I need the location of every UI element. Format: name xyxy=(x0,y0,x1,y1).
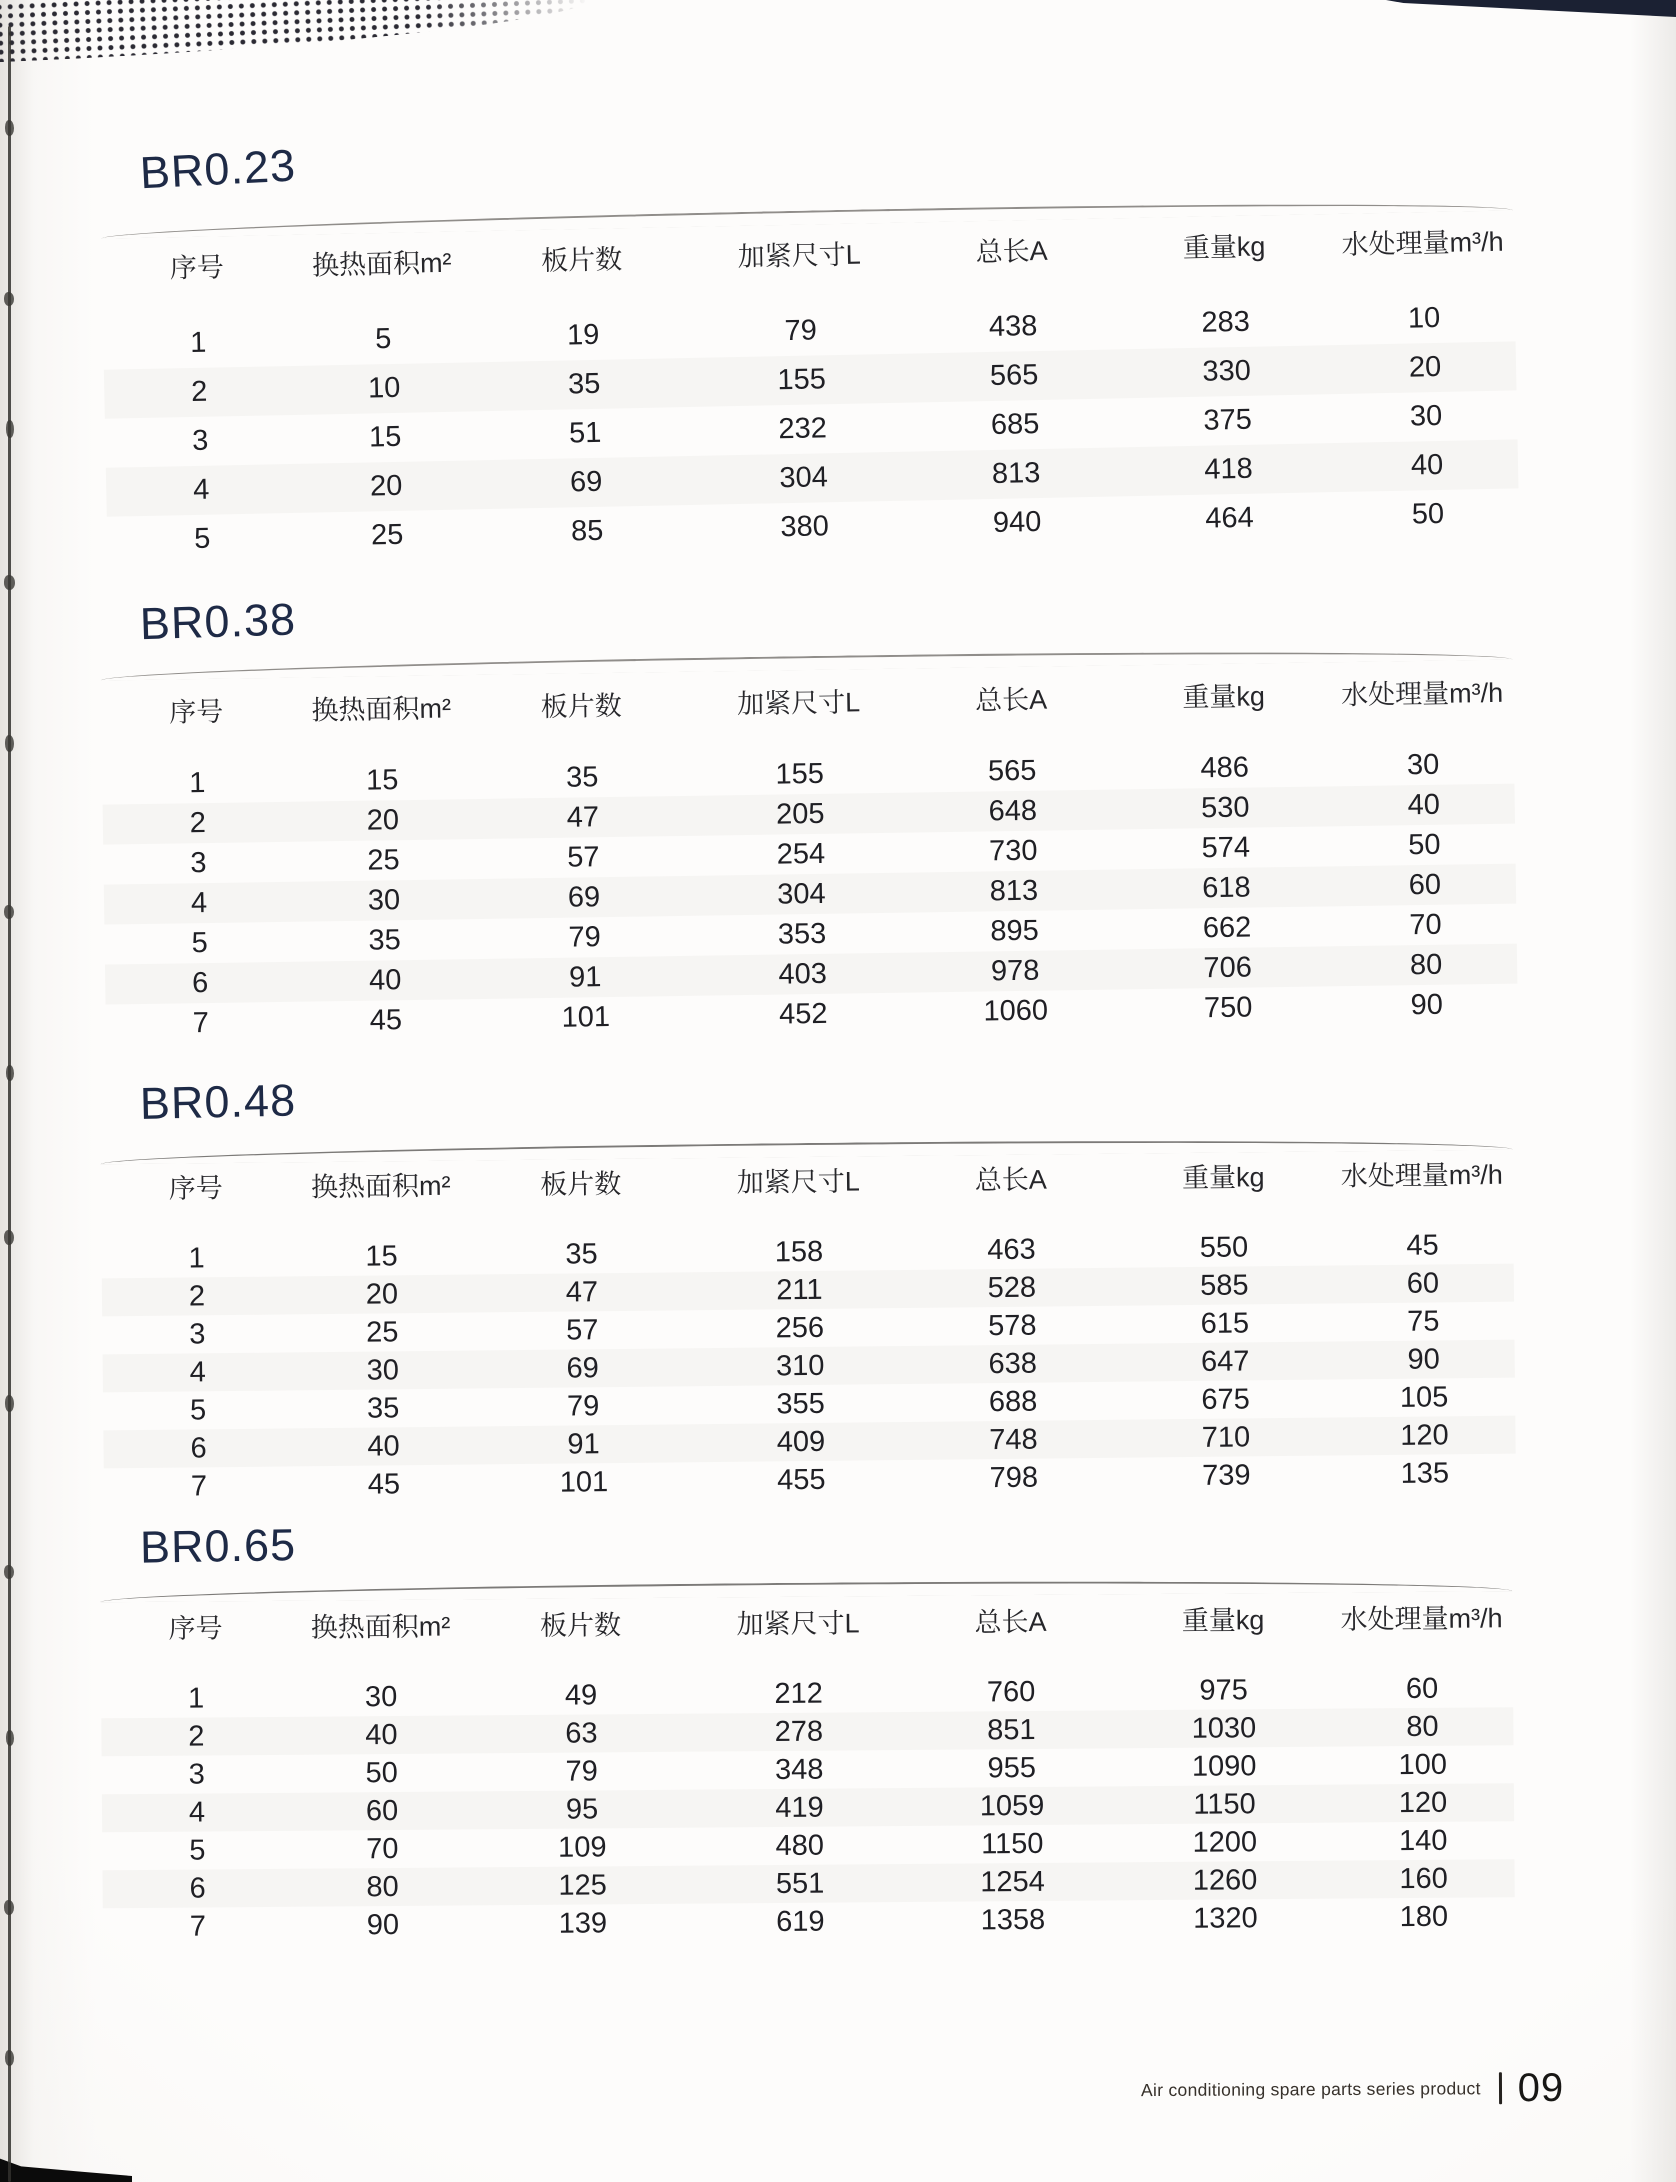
table-cell: 90 xyxy=(366,1908,400,1941)
table-cell: 49 xyxy=(564,1678,598,1712)
table-cell: 60 xyxy=(1408,868,1442,901)
header-row xyxy=(100,1585,1513,1680)
table-cell: 45 xyxy=(367,1467,401,1501)
table-cell: 798 xyxy=(989,1461,1039,1494)
table-cell: 2 xyxy=(190,375,208,409)
column-header: 加紧尺寸L xyxy=(736,1607,860,1639)
table-cell: 20 xyxy=(369,469,403,503)
table-cell: 95 xyxy=(565,1792,599,1826)
column-header: 序号 xyxy=(168,1612,223,1644)
table-cell: 70 xyxy=(1409,908,1442,941)
table-cell: 4 xyxy=(188,1795,206,1829)
table-cell: 3 xyxy=(188,1757,205,1791)
table-cell: 1150 xyxy=(1193,1787,1256,1821)
table-cell: 6 xyxy=(189,1871,206,1905)
page-corner-shadow-top-right xyxy=(1386,0,1676,17)
table-cell: 80 xyxy=(1406,1710,1439,1743)
table-cell: 100 xyxy=(1398,1748,1448,1781)
table-cell: 50 xyxy=(365,1756,398,1789)
table-cell: 20 xyxy=(366,803,400,837)
spec-table-br0-65 xyxy=(100,1585,1515,1946)
column-header: 总长A xyxy=(974,1164,1047,1195)
table-cell: 895 xyxy=(990,914,1039,947)
table-cell: 4 xyxy=(190,886,208,919)
table-cell: 2 xyxy=(189,806,207,839)
table-cell: 419 xyxy=(775,1791,824,1824)
table-cell: 353 xyxy=(777,917,827,951)
column-header: 总长A xyxy=(974,684,1048,716)
table-cell: 706 xyxy=(1203,951,1253,984)
table-cell: 5 xyxy=(189,1393,207,1426)
table-cell: 5 xyxy=(189,1833,206,1867)
table-cell: 486 xyxy=(1200,751,1250,784)
page-edge-mark xyxy=(5,120,14,136)
table-cell: 57 xyxy=(566,1313,599,1347)
table-cell: 574 xyxy=(1201,831,1251,864)
table-cell: 25 xyxy=(370,518,404,552)
column-header: 总长A xyxy=(975,235,1048,267)
table-cell: 452 xyxy=(778,997,828,1031)
table-cell: 25 xyxy=(367,843,400,877)
table-cell: 750 xyxy=(1203,991,1253,1024)
table-cell: 109 xyxy=(557,1830,607,1864)
table-cell: 35 xyxy=(366,1391,400,1425)
table-cell: 254 xyxy=(776,837,826,871)
table-cell: 438 xyxy=(988,310,1038,343)
table-cell: 851 xyxy=(987,1713,1036,1746)
section-br0-48 xyxy=(0,1064,1676,1552)
column-header: 序号 xyxy=(168,1172,223,1204)
table-cell: 51 xyxy=(568,416,602,450)
column-header: 重量kg xyxy=(1181,1161,1265,1193)
footer-divider-bar xyxy=(1498,2072,1501,2104)
table-cell: 45 xyxy=(369,1003,403,1037)
table-cell: 1059 xyxy=(979,1789,1045,1822)
table-cell: 79 xyxy=(566,1389,600,1423)
table-cell: 69 xyxy=(566,1351,600,1385)
page-corner-shadow-bottom-left xyxy=(0,2152,132,2182)
table-cell: 256 xyxy=(775,1311,825,1344)
table-cell: 50 xyxy=(1407,828,1441,861)
table-cell: 7 xyxy=(189,1909,207,1943)
table-cell: 418 xyxy=(1204,452,1254,486)
column-header: 换热面积m² xyxy=(310,1611,451,1643)
table-cell: 585 xyxy=(1200,1268,1249,1302)
table-cell: 30 xyxy=(1406,748,1440,781)
column-header: 换热面积m² xyxy=(310,1170,451,1202)
table-cell: 47 xyxy=(565,1275,599,1309)
table-cell: 4 xyxy=(189,1355,206,1388)
table-cell: 348 xyxy=(774,1753,824,1786)
table-cell: 35 xyxy=(567,367,601,401)
column-header: 序号 xyxy=(168,696,224,728)
table-cell: 1254 xyxy=(980,1865,1045,1898)
table-cell: 180 xyxy=(1399,1900,1449,1933)
table-cell: 80 xyxy=(1409,948,1443,981)
column-header: 序号 xyxy=(169,251,225,283)
section-title: BR0.65 xyxy=(139,1519,297,1573)
table-cell: 105 xyxy=(1399,1380,1449,1414)
table-cell: 60 xyxy=(1406,1266,1440,1300)
column-header: 水处理量m³/h xyxy=(1340,1602,1503,1635)
table-cell: 5 xyxy=(193,522,211,555)
table-cell: 5 xyxy=(374,322,392,356)
table-cell: 760 xyxy=(986,1675,1036,1708)
table-cell: 125 xyxy=(558,1868,607,1902)
table-cell: 1 xyxy=(188,766,206,799)
section-br0-38 xyxy=(0,577,1676,1072)
table-cell: 463 xyxy=(987,1233,1036,1266)
table-cell: 120 xyxy=(1398,1786,1448,1819)
column-header: 水处理量m³/h xyxy=(1340,1159,1503,1191)
column-header: 板片数 xyxy=(539,1609,622,1641)
table-cell: 47 xyxy=(566,800,600,834)
table-cell: 139 xyxy=(558,1906,608,1940)
table-cell: 355 xyxy=(776,1387,825,1420)
table-cell: 40 xyxy=(1407,788,1441,821)
column-header: 加紧尺寸L xyxy=(736,1165,860,1198)
table-cell: 464 xyxy=(1205,501,1255,535)
table-cell: 15 xyxy=(365,1239,398,1273)
table-cell: 310 xyxy=(775,1349,825,1382)
table-cell: 40 xyxy=(368,963,402,997)
table-cell: 2 xyxy=(188,1279,206,1312)
table-cell: 662 xyxy=(1202,911,1252,944)
table-cell: 1150 xyxy=(980,1827,1044,1860)
column-header: 加紧尺寸L xyxy=(737,239,861,272)
table-cell: 205 xyxy=(775,797,825,831)
table-cell: 101 xyxy=(559,1465,609,1499)
table-cell: 7 xyxy=(190,1469,208,1502)
table-cell: 80 xyxy=(366,1870,399,1903)
table-cell: 60 xyxy=(1405,1672,1439,1705)
section-title: BR0.23 xyxy=(138,139,298,199)
table-cell: 211 xyxy=(776,1273,823,1306)
table-cell: 101 xyxy=(561,1000,611,1034)
column-header: 板片数 xyxy=(540,690,622,722)
table-cell: 3 xyxy=(190,846,207,879)
table-cell: 50 xyxy=(1411,497,1445,531)
table-cell: 35 xyxy=(565,760,599,794)
table-cell: 1090 xyxy=(1191,1749,1257,1783)
table-cell: 528 xyxy=(987,1271,1037,1304)
table-cell: 7 xyxy=(192,1006,210,1039)
table-cell: 91 xyxy=(567,1427,600,1461)
table-cell: 619 xyxy=(776,1905,825,1938)
table-cell: 70 xyxy=(366,1832,399,1865)
table-cell: 638 xyxy=(988,1347,1038,1380)
table-cell: 648 xyxy=(988,794,1038,827)
binding-halftone-dots xyxy=(0,0,597,63)
table-cell: 15 xyxy=(365,763,399,797)
table-cell: 4 xyxy=(192,473,210,506)
section-br0-65 xyxy=(0,1512,1676,1995)
table-cell: 79 xyxy=(565,1754,598,1788)
table-cell: 1320 xyxy=(1193,1901,1258,1935)
table-cell: 278 xyxy=(774,1715,824,1748)
column-header: 板片数 xyxy=(540,1168,622,1200)
table-cell: 20 xyxy=(365,1277,399,1311)
table-cell: 565 xyxy=(987,754,1037,787)
column-header: 总长A xyxy=(974,1606,1047,1637)
table-cell: 1060 xyxy=(983,994,1049,1028)
table-cell: 550 xyxy=(1199,1230,1249,1264)
table-cell: 955 xyxy=(987,1751,1037,1784)
table-cell: 140 xyxy=(1398,1824,1448,1857)
table-cell: 79 xyxy=(784,314,818,348)
table-cell: 403 xyxy=(778,957,828,991)
table-cell: 813 xyxy=(989,874,1039,907)
table-cell: 155 xyxy=(775,757,825,791)
column-header: 重量kg xyxy=(1182,230,1266,263)
section-br0-23 xyxy=(0,117,1676,621)
table-cell: 15 xyxy=(368,420,402,454)
table-cell: 283 xyxy=(1201,305,1251,339)
table-cell: 60 xyxy=(365,1794,399,1827)
table-cell: 978 xyxy=(990,954,1040,987)
table-cell: 739 xyxy=(1202,1458,1251,1492)
table-cell: 380 xyxy=(780,510,830,544)
table-cell: 91 xyxy=(568,960,602,994)
table-cell: 10 xyxy=(367,371,401,405)
spec-table-br0-23 xyxy=(101,208,1519,565)
table-cell: 90 xyxy=(1407,1342,1440,1376)
table-cell: 748 xyxy=(989,1423,1038,1456)
table-cell: 5 xyxy=(191,926,208,959)
table-cell: 618 xyxy=(1202,871,1251,904)
spec-table-br0-38 xyxy=(101,660,1518,1045)
table-cell: 85 xyxy=(570,514,604,548)
table-cell: 6 xyxy=(190,1431,207,1464)
table-cell: 2 xyxy=(188,1719,205,1753)
table-cell: 35 xyxy=(565,1237,598,1271)
table-cell: 25 xyxy=(366,1315,399,1349)
section-title: BR0.48 xyxy=(139,1074,297,1129)
table-cell: 19 xyxy=(566,318,600,352)
table-cell: 30 xyxy=(367,883,401,917)
section-title: BR0.38 xyxy=(139,593,297,650)
table-cell: 1 xyxy=(189,326,207,360)
table-cell: 551 xyxy=(775,1867,825,1900)
table-cell: 69 xyxy=(569,465,603,499)
table-cell: 480 xyxy=(775,1829,825,1862)
table-cell: 578 xyxy=(987,1309,1037,1342)
column-header: 重量kg xyxy=(1182,680,1266,713)
footer-caption: Air conditioning spare parts series product xyxy=(1140,2077,1481,2100)
table-cell: 69 xyxy=(567,880,601,914)
table-cell: 304 xyxy=(779,461,829,495)
column-header: 板片数 xyxy=(540,243,623,276)
table-cell: 710 xyxy=(1201,1420,1251,1454)
table-cell: 63 xyxy=(565,1716,598,1750)
table-cell: 1358 xyxy=(980,1903,1046,1936)
table-cell: 409 xyxy=(776,1425,826,1458)
table-cell: 30 xyxy=(364,1680,398,1713)
column-header: 水处理量m³/h xyxy=(1340,677,1504,710)
table-cell: 1 xyxy=(187,1682,205,1715)
table-cell: 90 xyxy=(1410,988,1444,1021)
table-cell: 40 xyxy=(1410,448,1444,482)
table-cell: 685 xyxy=(990,408,1040,441)
column-header: 重量kg xyxy=(1181,1604,1265,1636)
table-cell: 35 xyxy=(368,923,401,957)
table-cell: 730 xyxy=(988,834,1038,867)
table-cell: 57 xyxy=(567,840,600,874)
column-header: 加紧尺寸L xyxy=(736,686,861,719)
table-cell: 813 xyxy=(991,456,1041,490)
table-cell: 40 xyxy=(365,1718,398,1751)
table-cell: 40 xyxy=(367,1429,400,1463)
header-row xyxy=(100,1142,1513,1241)
table-cell: 75 xyxy=(1406,1304,1440,1338)
table-cell: 940 xyxy=(992,505,1042,539)
table-cell: 375 xyxy=(1203,403,1253,437)
column-header: 换热面积m² xyxy=(311,247,452,281)
table-cell: 304 xyxy=(777,877,826,911)
table-cell: 120 xyxy=(1400,1418,1449,1452)
table-cell: 160 xyxy=(1399,1862,1448,1895)
table-cell: 79 xyxy=(568,920,601,954)
table-cell: 30 xyxy=(1409,399,1443,433)
table-cell: 1030 xyxy=(1191,1711,1257,1745)
table-cell: 45 xyxy=(1406,1228,1439,1262)
table-cell: 158 xyxy=(774,1235,824,1268)
table-cell: 6 xyxy=(191,966,209,999)
column-header: 换热面积m² xyxy=(311,692,452,725)
table-cell: 1260 xyxy=(1192,1863,1258,1897)
page-footer xyxy=(1141,2065,1564,2113)
table-cell: 565 xyxy=(989,359,1039,392)
table-cell: 615 xyxy=(1200,1306,1250,1340)
table-cell: 212 xyxy=(774,1677,823,1710)
table-cell: 688 xyxy=(988,1385,1038,1418)
table-cell: 10 xyxy=(1407,301,1441,335)
table-cell: 1200 xyxy=(1192,1825,1258,1859)
table-cell: 3 xyxy=(189,1317,206,1350)
table-cell: 530 xyxy=(1200,791,1250,824)
table-cell: 3 xyxy=(191,424,209,458)
table-cell: 455 xyxy=(777,1463,826,1496)
table-cell: 232 xyxy=(778,412,828,446)
table-cell: 155 xyxy=(777,363,827,397)
column-header: 水处理量m³/h xyxy=(1341,226,1504,260)
page-edge-mark xyxy=(5,2050,14,2066)
table-cell: 135 xyxy=(1400,1456,1450,1490)
table-cell: 330 xyxy=(1202,354,1252,388)
spec-table-br0-48 xyxy=(100,1142,1516,1507)
table-cell: 1 xyxy=(188,1241,205,1274)
table-cell: 975 xyxy=(1199,1673,1248,1707)
table-cell: 20 xyxy=(1408,350,1442,384)
table-cell: 647 xyxy=(1200,1344,1250,1378)
table-cell: 30 xyxy=(366,1353,400,1387)
page-number: 09 xyxy=(1517,2065,1565,2110)
table-cell: 675 xyxy=(1201,1382,1250,1416)
